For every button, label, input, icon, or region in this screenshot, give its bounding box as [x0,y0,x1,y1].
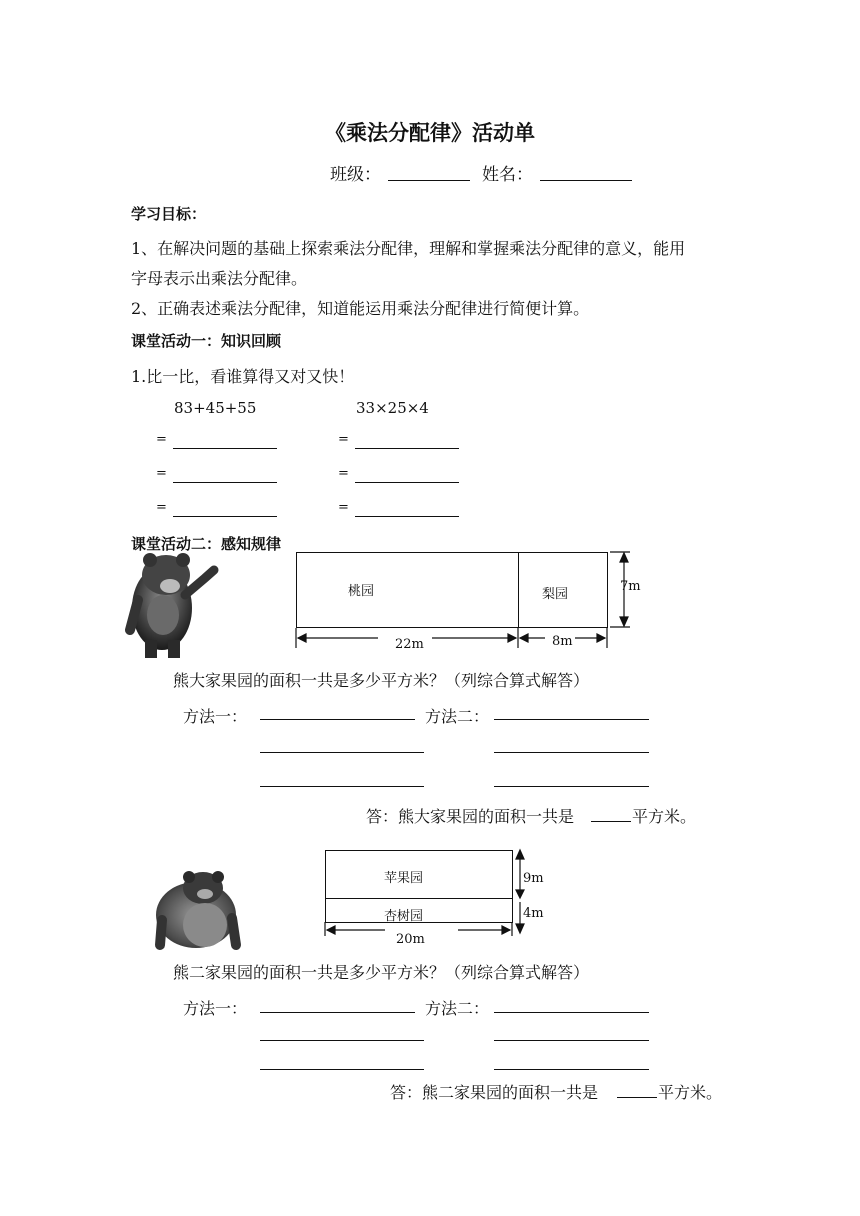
answer-line[interactable] [173,516,277,517]
method-2-line[interactable] [494,786,649,787]
expression-left: 83+45+55 [174,399,257,417]
answer-2-unit: 平方米。 [658,1083,723,1102]
answer-2-blank[interactable] [617,1097,657,1098]
answer-1-unit: 平方米。 [632,807,697,826]
method-2-line[interactable] [494,752,649,753]
activity2-heading: 课堂活动二：感知规律 [131,535,282,553]
pear-orchard-label: 梨园 [542,587,569,602]
class-field[interactable] [388,180,470,181]
method-2-line[interactable] [494,719,649,720]
width-label: 20m [396,932,425,947]
equals-sign: = [338,500,349,515]
method-2-line[interactable] [494,1069,649,1070]
question-1: 熊大家果园的面积一共是多少平方米？（列综合算式解答） [173,671,590,690]
class-label: 班级： [330,165,381,185]
equals-sign: = [156,466,167,481]
apricot-orchard-label: 杏树园 [384,909,424,924]
answer-line[interactable] [173,448,277,449]
peach-orchard-plot [296,552,519,628]
equals-sign: = [338,466,349,481]
height-label-b: 4m [523,906,544,921]
method-2-label: 方法二： [425,999,490,1018]
answer-line[interactable] [355,516,459,517]
question-2: 熊二家果园的面积一共是多少平方米？（列综合算式解答） [173,963,590,982]
height-label-a: 9m [523,871,544,886]
method-1-line[interactable] [260,1040,424,1041]
activity1-prompt: 1.比一比，看谁算得又对又快！ [131,367,355,386]
goal-2: 2、正确表述乘法分配律，知道能运用乘法分配律进行简便计算。 [131,299,590,318]
answer-2-prefix: 答：熊二家果园的面积一共是 [390,1083,599,1102]
goals-heading: 学习目标： [131,205,207,223]
equals-sign: = [156,432,167,447]
answer-line[interactable] [355,482,459,483]
equals-sign: = [338,432,349,447]
width-label-b: 8m [552,634,573,649]
method-1-line[interactable] [260,752,424,753]
method-1-line[interactable] [260,786,424,787]
name-label: 姓名： [482,165,533,185]
page-title: 《乘法分配律》活动单 [325,121,535,145]
method-1-label: 方法一： [183,999,248,1018]
activity1-heading: 课堂活动一：知识回顾 [131,332,282,350]
answer-1-prefix: 答：熊大家果园的面积一共是 [366,807,575,826]
width-label-a: 22m [395,637,424,652]
equals-sign: = [156,500,167,515]
name-field[interactable] [540,180,632,181]
goal-1-line-2: 字母表示出乘法分配律。 [131,269,308,288]
goal-1-line-1: 1、在解决问题的基础上探索乘法分配律，理解和掌握乘法分配律的意义，能用 [131,239,686,258]
answer-line[interactable] [173,482,277,483]
method-1-line[interactable] [260,1069,424,1070]
method-1-label: 方法一： [183,707,248,726]
method-2-label: 方法二： [425,707,490,726]
method-1-line[interactable] [260,1012,415,1013]
answer-line[interactable] [355,448,459,449]
apple-orchard-label: 苹果园 [384,871,424,886]
method-2-line[interactable] [494,1040,649,1041]
expression-right: 33×25×4 [356,399,429,417]
method-2-line[interactable] [494,1012,649,1013]
answer-1-blank[interactable] [591,821,631,822]
peach-orchard-label: 桃园 [348,584,375,599]
height-label: 7m [620,579,641,594]
method-1-line[interactable] [260,719,415,720]
